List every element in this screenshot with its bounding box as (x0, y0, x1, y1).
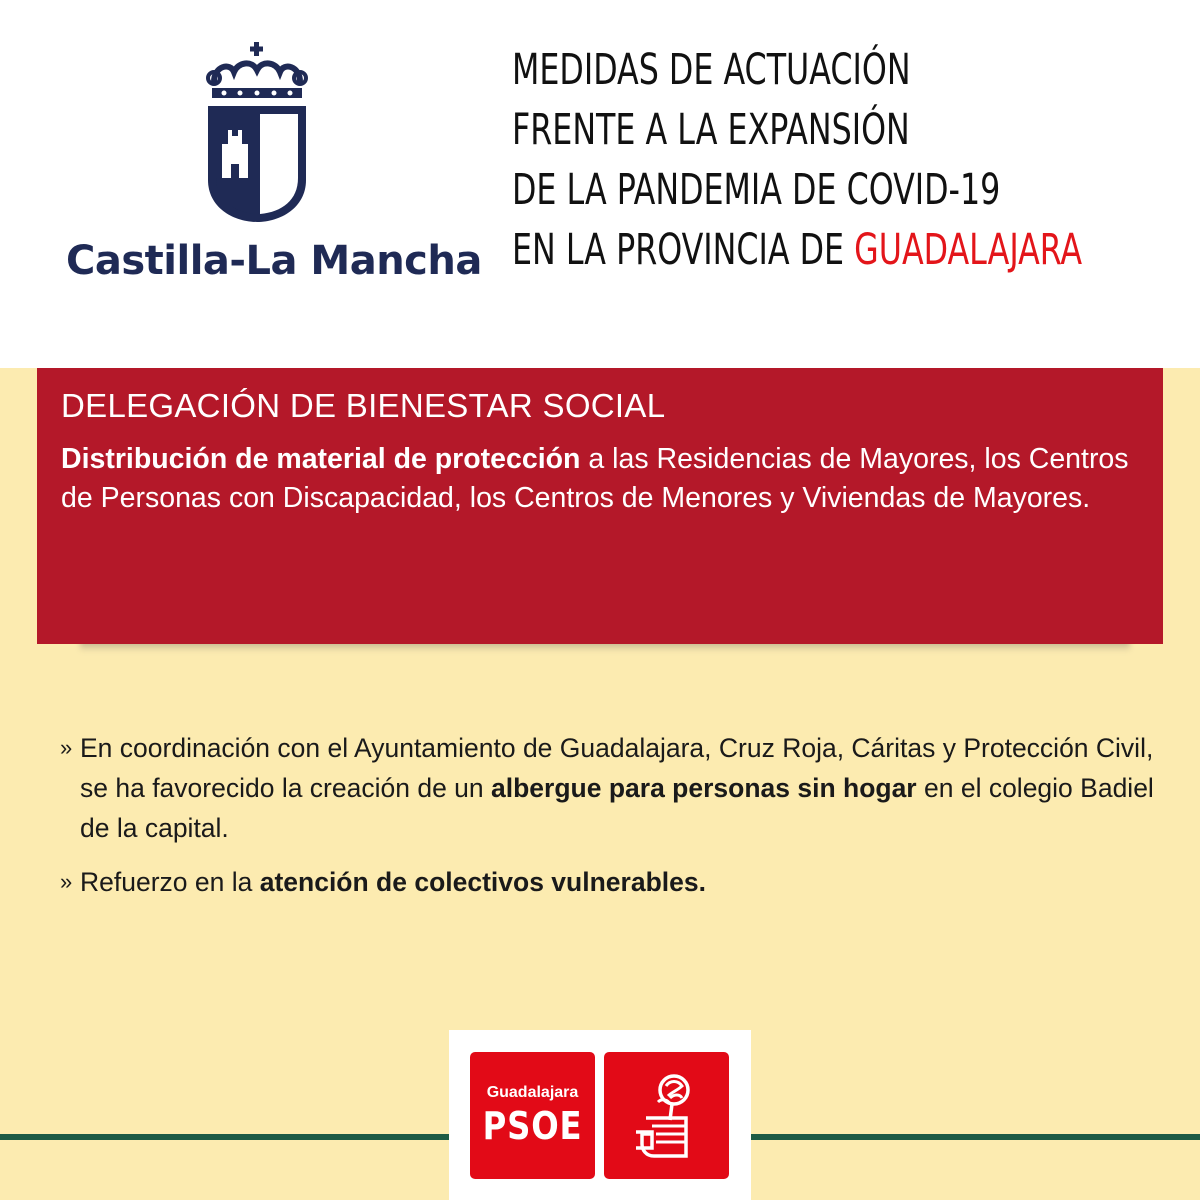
psoe-city: Guadalajara (486, 1084, 579, 1101)
bullet-text-end: en el colegio Badiel de la capital. (80, 773, 1154, 843)
header (0, 0, 1200, 368)
psoe-symbol-block (604, 1052, 729, 1179)
logo-text: Castilla-La Mancha (66, 238, 482, 284)
psoe-name-block (470, 1052, 595, 1179)
bullet-list (60, 728, 1180, 916)
title-line-4-prefix: EN LA PROVINCIA DE (512, 225, 855, 275)
title-line-4 (512, 220, 1083, 280)
list-item (60, 728, 1180, 848)
title-line-2: FRENTE A LA EXPANSIÓN (512, 105, 910, 155)
card-body-rest: a las Residencias de Mayores, los Centros de Personas con Discapacidad, los Centros de Menores y Viviendas de Mayores. (61, 443, 1129, 514)
page-title (512, 40, 1083, 280)
bullet-text: Refuerzo en la (80, 867, 260, 897)
title-line-3: DE LA PANDEMIA DE COVID-19 (512, 165, 1001, 215)
rose-fist-icon (632, 1072, 702, 1160)
card-body (61, 440, 1139, 518)
bullet-text-bold: atención de colectivos vulnerables. (259, 867, 706, 897)
card-heading: DELEGACIÓN DE BIENESTAR SOCIAL (61, 387, 666, 424)
title-line-1: MEDIDAS DE ACTUACIÓN (512, 45, 911, 95)
title-highlight: GUADALAJARA (854, 225, 1083, 275)
card-body-bold: Distribución de material de protección (61, 443, 581, 475)
bullet-text-bold: albergue para personas sin hogar (491, 773, 917, 803)
info-card (37, 368, 1163, 644)
castilla-la-mancha-shield-icon (200, 40, 315, 230)
bullet-mark: » (60, 869, 73, 894)
psoe-name: PSOE (482, 1104, 583, 1148)
bullet-text: En coordinación con el Ayuntamiento de Guadalajara, Cruz Roja, Cáritas y Protección Civil, se ha favorecido la creación de un (80, 733, 1154, 803)
list-item (60, 862, 1180, 902)
bullet-mark: » (60, 735, 73, 760)
